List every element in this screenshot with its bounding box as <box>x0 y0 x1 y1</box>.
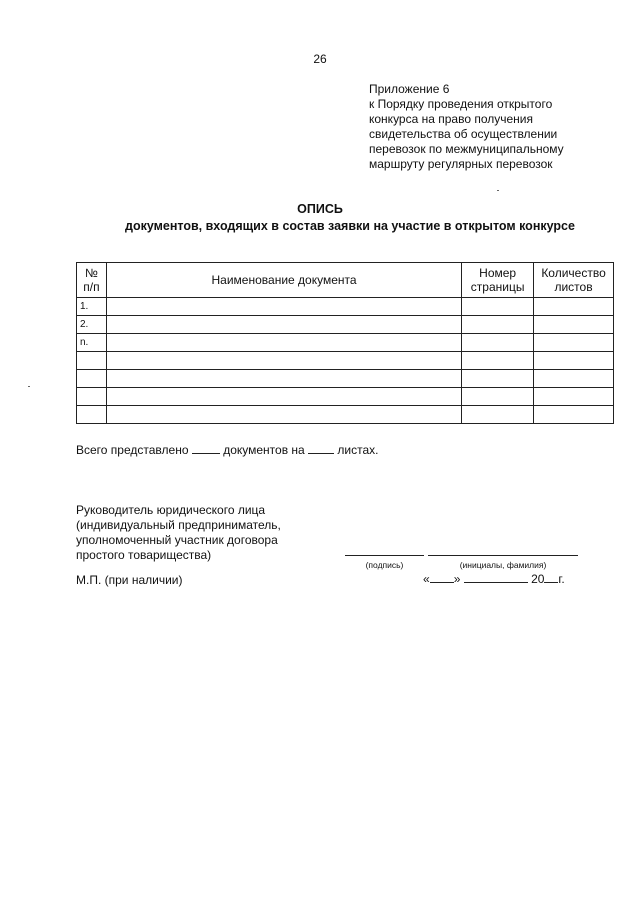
table-row <box>77 370 614 388</box>
name-caption: (инициалы, фамилия) <box>459 560 547 570</box>
document-subtitle: документов, входящих в состав заявки на участие в открытом конкурсе <box>125 219 575 233</box>
page-number: 26 <box>313 52 327 66</box>
row-num <box>77 406 107 424</box>
annex-line: маршруту регулярных перевозок <box>369 157 553 171</box>
signatory-line: уполномоченный участник договора <box>76 533 278 547</box>
header-count <box>534 263 614 298</box>
row-page <box>462 388 534 406</box>
header-num-line: п/п <box>83 280 100 294</box>
header-num-line: № <box>85 266 98 280</box>
total-middle: документов на <box>223 443 305 457</box>
row-page <box>462 406 534 424</box>
table-row <box>77 406 614 424</box>
row-count <box>534 316 614 334</box>
annex-line: Приложение 6 <box>369 82 450 96</box>
row-name <box>106 298 461 316</box>
table-row <box>77 334 614 352</box>
stamp-label: М.П. (при наличии) <box>76 573 183 587</box>
signatory-line: (индивидуальный предприниматель, <box>76 518 281 532</box>
row-count <box>534 406 614 424</box>
date-close-quote: » <box>453 572 461 586</box>
table-row <box>77 388 614 406</box>
table-row <box>77 298 614 316</box>
name-line[interactable] <box>428 555 578 556</box>
total-statement <box>76 442 378 457</box>
header-name: Наименование документа <box>106 263 461 298</box>
signatory-line: Руководитель юридического лица <box>76 503 266 517</box>
day-blank[interactable] <box>430 571 454 583</box>
table-header-row <box>77 263 614 298</box>
row-page <box>462 334 534 352</box>
row-page <box>462 370 534 388</box>
header-count-line: листов <box>554 280 593 294</box>
year-prefix: 20 <box>531 572 545 586</box>
month-blank[interactable] <box>464 571 528 583</box>
annex-line: конкурса на право получения <box>369 112 534 126</box>
row-count <box>534 370 614 388</box>
header-num <box>77 263 107 298</box>
total-suffix: листах. <box>337 443 379 457</box>
row-name <box>106 370 461 388</box>
row-name <box>106 316 461 334</box>
signatory-line: простого товарищества) <box>76 548 212 562</box>
row-page <box>462 298 534 316</box>
signatory-block <box>76 503 281 563</box>
signature-caption: (подпись) <box>365 560 404 570</box>
row-num <box>77 352 107 370</box>
row-num: 2. <box>77 316 107 334</box>
row-count <box>534 334 614 352</box>
row-name <box>106 334 461 352</box>
total-prefix: Всего представлено <box>76 443 189 457</box>
row-name <box>106 352 461 370</box>
row-num: 1. <box>77 298 107 316</box>
row-count <box>534 352 614 370</box>
row-num <box>77 370 107 388</box>
row-name <box>106 388 461 406</box>
annex-line: к Порядку проведения открытого <box>369 97 553 111</box>
annex-line: свидетельства об осуществлении <box>369 127 558 141</box>
documents-count-blank[interactable] <box>192 442 220 454</box>
annex-line: перевозок по межмуниципальному <box>369 142 564 156</box>
document-title: ОПИСЬ <box>297 202 343 216</box>
inventory-table <box>76 262 614 424</box>
row-num <box>77 388 107 406</box>
header-count-line: Количество <box>541 266 606 280</box>
scan-speck <box>497 190 499 191</box>
date-open-quote: « <box>423 572 430 586</box>
row-name <box>106 406 461 424</box>
header-page <box>462 263 534 298</box>
row-page <box>462 316 534 334</box>
scan-speck <box>28 386 30 387</box>
header-page-line: страницы <box>470 280 525 294</box>
year-blank[interactable] <box>544 571 558 583</box>
header-page-line: Номер <box>479 266 517 280</box>
row-count <box>534 298 614 316</box>
table-row <box>77 316 614 334</box>
row-count <box>534 388 614 406</box>
date-field <box>423 571 565 586</box>
signature-line[interactable] <box>345 555 424 556</box>
annex-block <box>369 82 564 172</box>
row-page <box>462 352 534 370</box>
sheets-count-blank[interactable] <box>308 442 334 454</box>
row-num: n. <box>77 334 107 352</box>
table-row <box>77 352 614 370</box>
year-suffix: г. <box>558 572 565 586</box>
